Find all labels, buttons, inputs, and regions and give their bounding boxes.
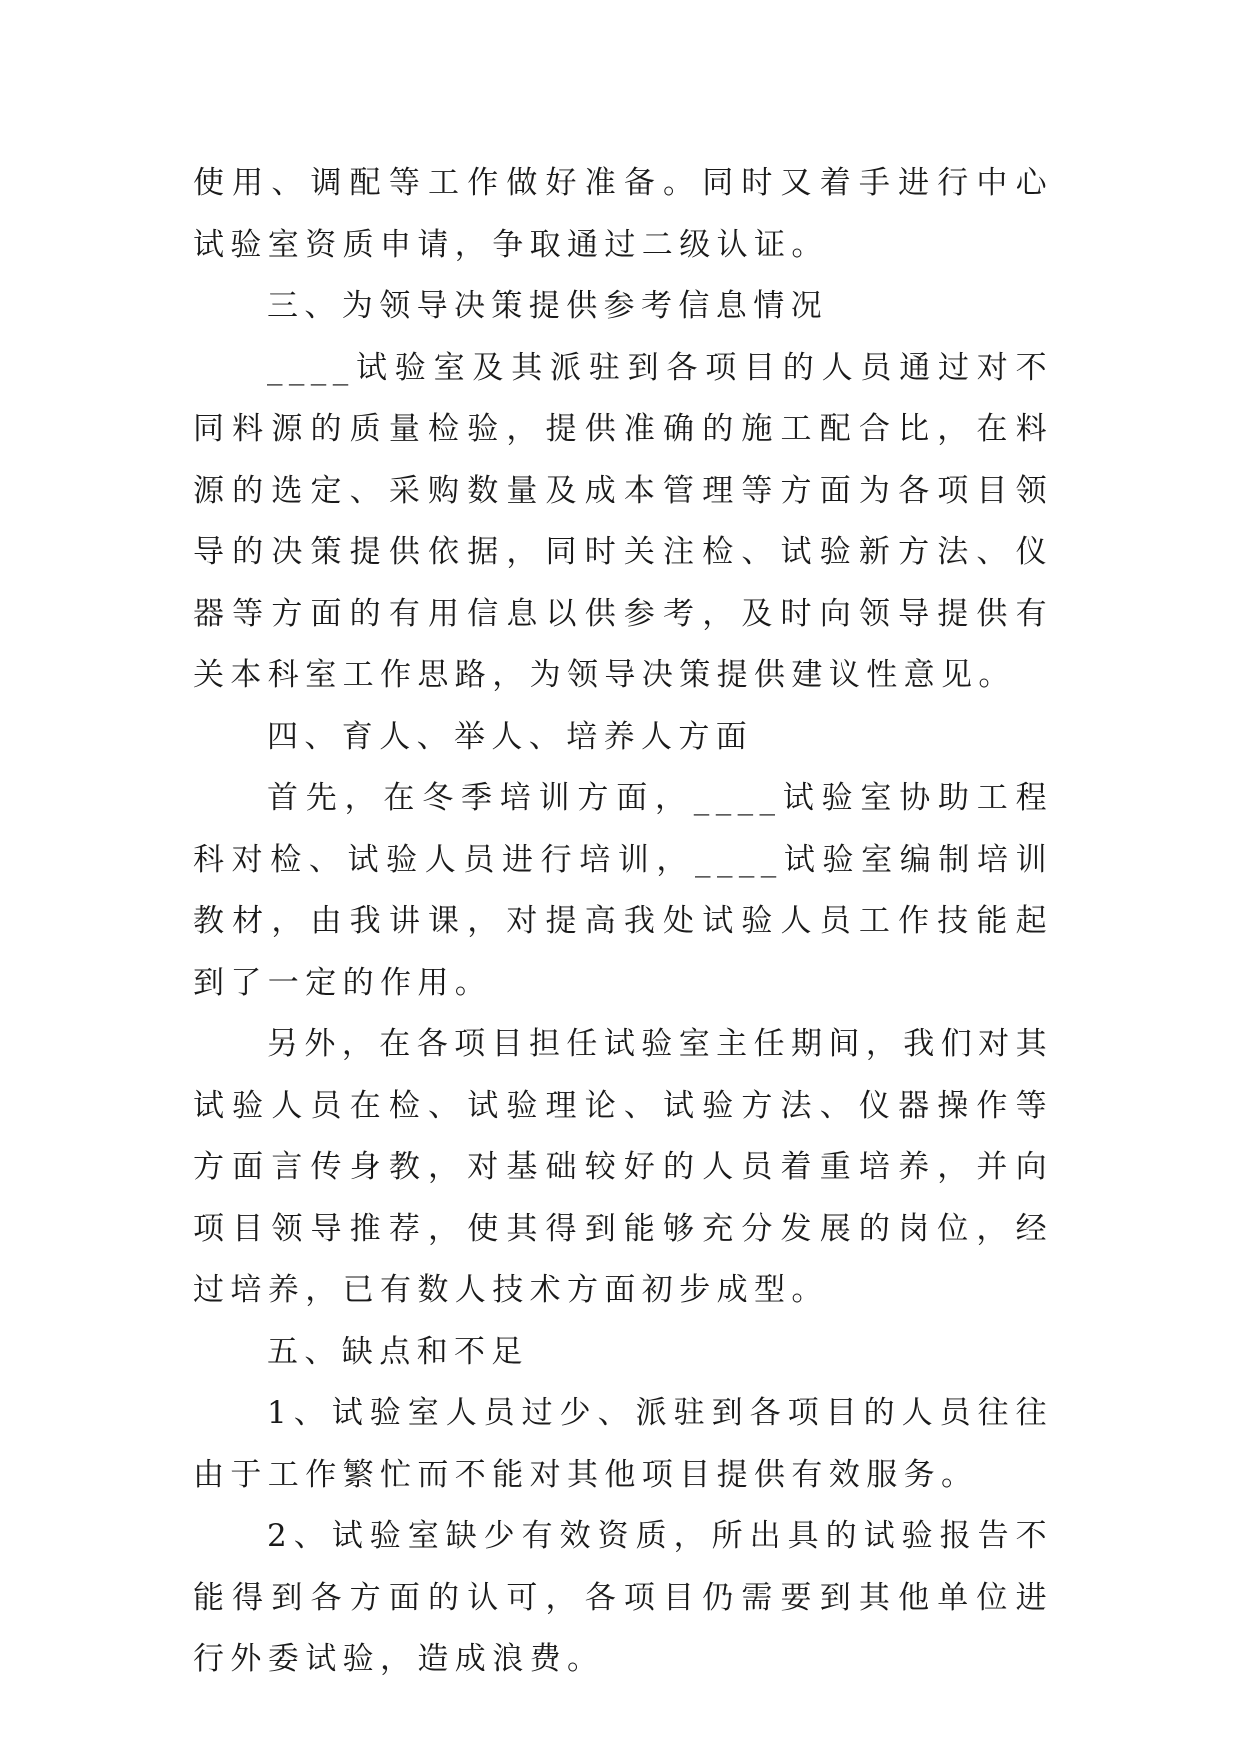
heading-section-4: 四、育人、举人、培养人方面	[267, 718, 754, 755]
list-item-shortcoming-1: 1、试验室人员过少、派驻到各项目的人员往往由于工作繁忙而不能对其他项目提供有效服务。	[193, 1395, 1053, 1493]
heading-section-5: 五、缺点和不足	[267, 1333, 529, 1370]
document-body	[193, 153, 1053, 1691]
paragraph-decision-support: ____试验室及其派驻到各项目的人员通过对不同料源的质量检验，提供准确的施工配合比，在料源的选定、采购数量及成本管理等方面为各项目领导的决策提供依据，同时关注检、试验新方法、仪器等方面的有用信息以供参考，及时向领导提供有关本科室工作思路，为领导决策提供建议性意见。	[193, 349, 1053, 693]
heading-section-3: 三、为领导决策提供参考信息情况	[267, 288, 828, 324]
paragraph-preparation: 使用、调配等工作做好准备。同时又着手进行中心试验室资质申请，争取通过二级认证。	[193, 165, 1053, 263]
paragraph-winter-training: 首先，在冬季培训方面，____试验室协助工程科对检、试验人员进行培训，____试验室编制培训教材，由我讲课，对提高我处试验人员工作技能起到了一定的作用。	[193, 780, 1053, 1001]
list-item-shortcoming-2: 2、试验室缺少有效资质，所出具的试验报告不能得到各方面的认可，各项目仍需要到其他单位进行外委试验，造成浪费。	[193, 1518, 1053, 1677]
paragraph-staff-cultivation: 另外，在各项目担任试验室主任期间，我们对其试验人员在检、试验理论、试验方法、仪器操作等方面言传身教，对基础较好的人员着重培养，并向项目领导推荐，使其得到能够充分发展的岗位，经过培养，已有数人技术方面初步成型。	[193, 1026, 1053, 1308]
